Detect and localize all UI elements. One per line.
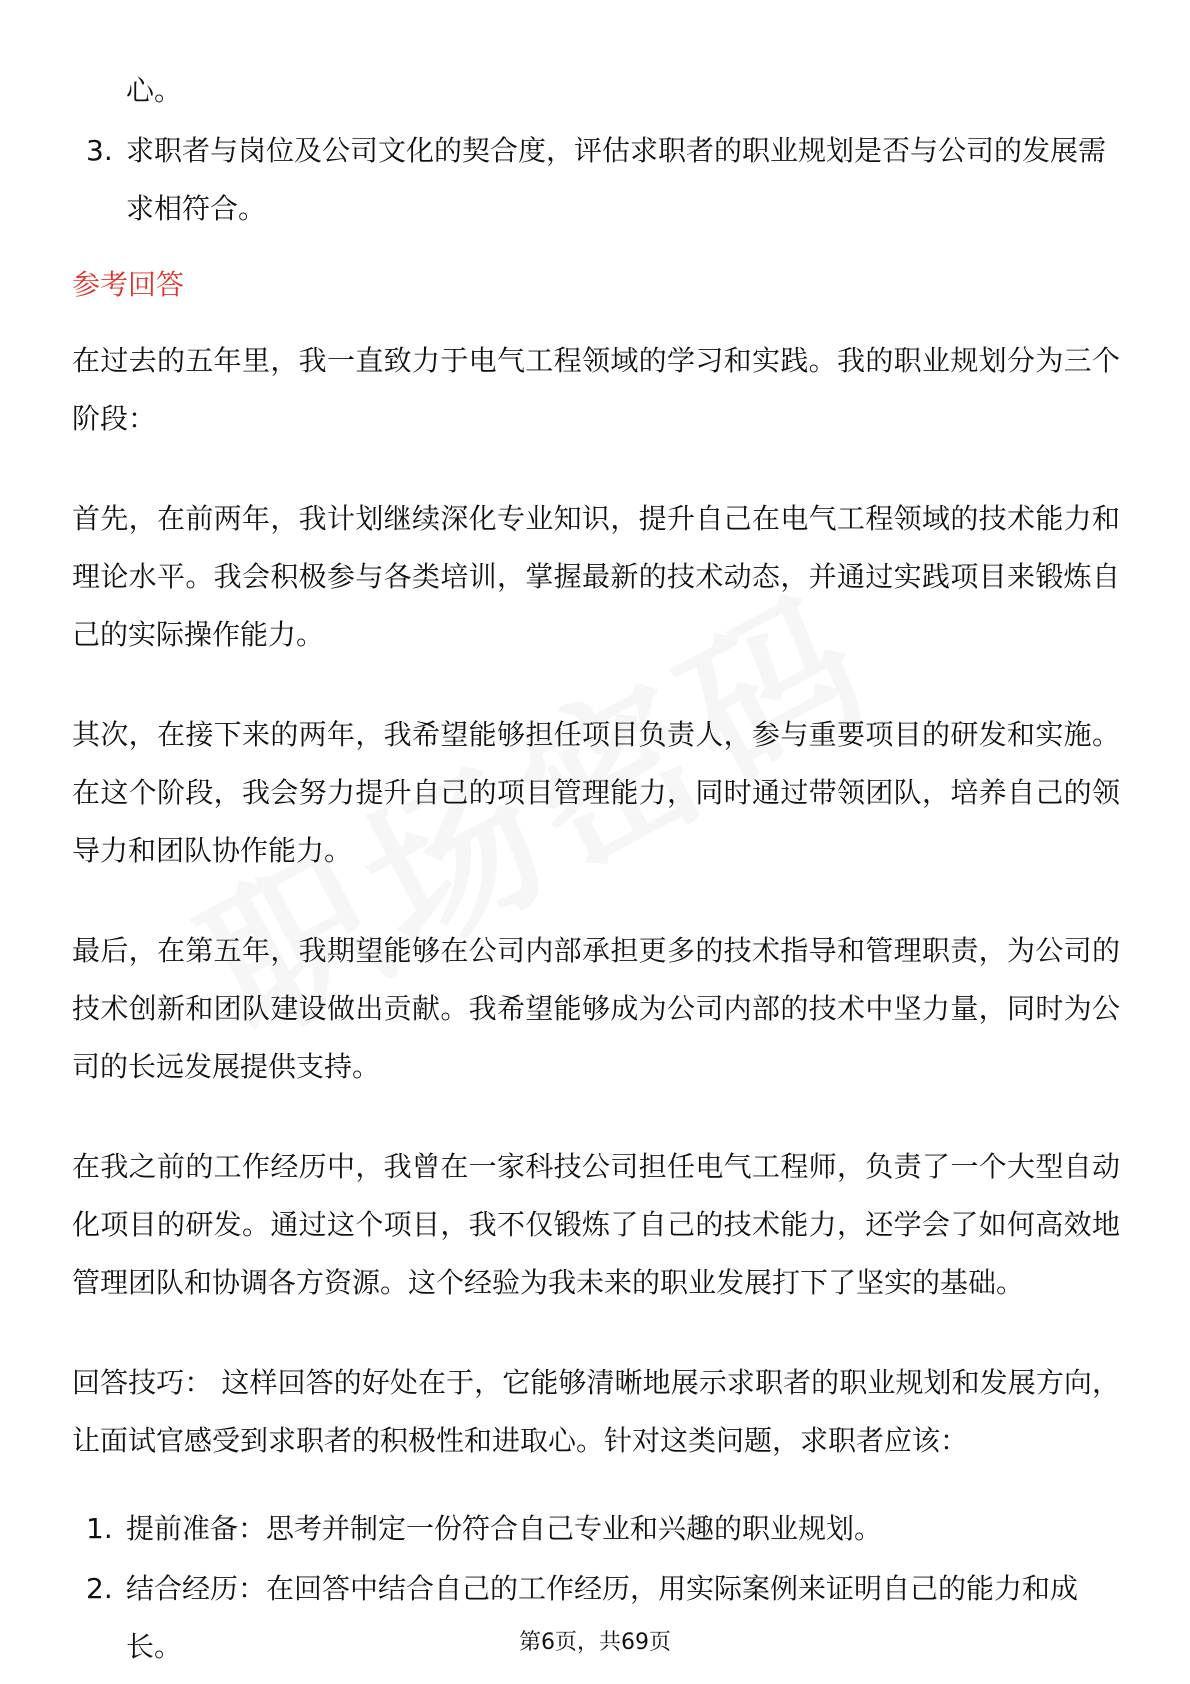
- paragraph-first-stage: 首先，在前两年，我计划继续深化专业知识，提升自己在电气工程领域的技术能力和理论水平。我会积极参与各类培训，掌握最新的技术动态，并通过实践项目来锻炼自己的实际操作能力。: [72, 502, 1120, 651]
- list-number: 2.: [86, 1572, 113, 1605]
- paragraph-intro: 在过去的五年里，我一直致力于电气工程领域的学习和实践。我的职业规划分为三个阶段：: [72, 344, 1120, 435]
- page-content: [72, 62, 1120, 1678]
- list-item-text: 结合经历：在回答中结合自己的工作经历，用实际案例来证明自己的能力和成长。: [126, 1572, 1079, 1663]
- page-number-footer: 第6页，共69页: [519, 1630, 671, 1655]
- list-item: [72, 122, 1120, 238]
- list-number: 3.: [86, 134, 113, 167]
- list-item-continuation: [72, 62, 1120, 120]
- list-number: 1.: [86, 1512, 113, 1545]
- list-item-text: 提前准备：思考并制定一份符合自己专业和兴趣的职业规划。: [126, 1512, 883, 1545]
- list-item-text: 求职者与岗位及公司文化的契合度，评估求职者的职业规划是否与公司的发展需求相符合。: [126, 134, 1107, 225]
- paragraph-second-stage: 其次，在接下来的两年，我希望能够担任项目负责人，参与重要项目的研发和实施。在这个阶段，我会努力提升自己的项目管理能力，同时通过带领团队，培养自己的领导力和团队协作能力。: [72, 718, 1120, 867]
- list-item-text: 心。: [126, 74, 183, 107]
- list-item: [72, 1500, 1120, 1558]
- paragraph-final-stage: 最后，在第五年，我期望能够在公司内部承担更多的技术指导和管理职责，为公司的技术创新和团队建设做出贡献。我希望能够成为公司内部的技术中坚力量，同时为公司的长远发展提供支持。: [72, 934, 1120, 1083]
- reference-answer-heading: 参考回答: [72, 268, 185, 301]
- paragraph-answer-tips: 回答技巧： 这样回答的好处在于，它能够清晰地展示求职者的职业规划和发展方向，让面试官感受到求职者的积极性和进取心。针对这类问题，求职者应该：: [72, 1366, 1120, 1457]
- paragraph-experience: 在我之前的工作经历中，我曾在一家科技公司担任电气工程师，负责了一个大型自动化项目的研发。通过这个项目，我不仅锻炼了自己的技术能力，还学会了如何高效地管理团队和协调各方资源。这个经验为我未来的职业发展打下了坚实的基础。: [72, 1150, 1120, 1299]
- list-item: [72, 1560, 1120, 1676]
